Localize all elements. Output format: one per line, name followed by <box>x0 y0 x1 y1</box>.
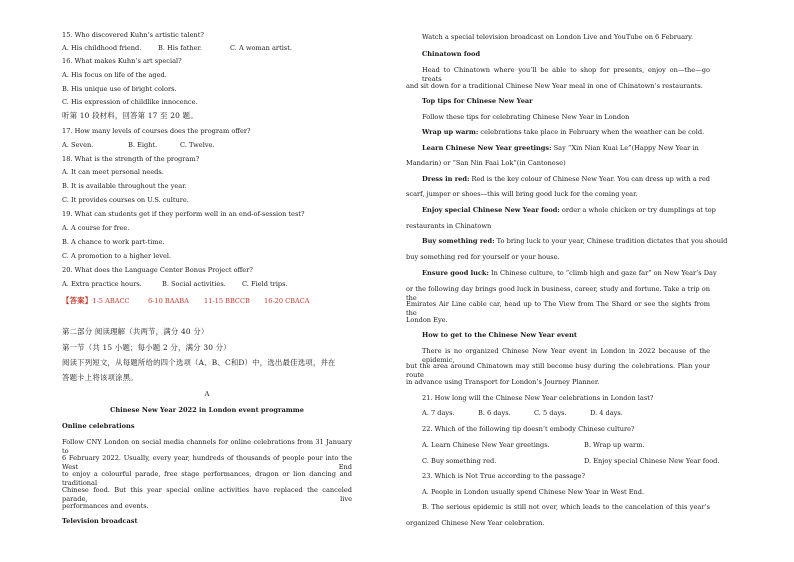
tip-dress-in-red-line-2: scarf, jumper or shoes—this will bring good luck for the coming year. <box>406 190 638 198</box>
answer-key <box>62 296 130 306</box>
option-20c: C. Field trips. <box>242 280 288 288</box>
option-21c: C. 5 days. <box>534 409 567 417</box>
event-heading: How to get to the Chinese New Year event <box>422 331 577 339</box>
online-paragraph-line: performances and events. <box>62 502 149 510</box>
answer-group-1: 1-5 ABACC <box>92 297 130 305</box>
tip-good-luck <box>422 269 717 278</box>
question-17: 17. How many levels of courses does the program offer? <box>62 127 251 135</box>
question-18: 18. What is the strength of the program? <box>62 155 200 163</box>
tip-text: Say “Xin Nian Kuai Le”(Happy New Year in <box>551 144 699 152</box>
option-22c: C. Buy something red. <box>422 457 497 465</box>
chinatown-paragraph-line: Head to Chinatown where you’ll be able to shop for presents, enjoy on—the—go treats <box>422 66 710 83</box>
option-19c: C. A promotion to a higher level. <box>62 252 172 260</box>
option-23a: A. People in London usually spend Chinese New Year in West End. <box>422 488 645 496</box>
option-19a: A. A course for free. <box>62 224 130 232</box>
passage-title: Chinese New Year 2022 in London event programme <box>110 406 304 414</box>
question-19: 19. What can students get if they perform well in an end-of-session test? <box>62 210 305 218</box>
option-16b: B. His unique use of bright colors. <box>62 85 177 93</box>
answer-group-4: 16-20 CBACA <box>264 297 310 305</box>
option-15b: B. His father. <box>158 44 203 52</box>
answer-group-3: 11-15 BBCCB <box>204 297 250 305</box>
chinatown-food-heading: Chinatown food <box>422 50 481 58</box>
option-18b: B. It is available throughout the year. <box>62 182 187 190</box>
tip-text: In Chinese culture, to “climb high and gaze far” on New Year’s Day <box>488 269 717 277</box>
tip-label: Learn Chinese New Year greetings: <box>422 144 552 152</box>
television-broadcast-heading: Television broadcast <box>62 517 138 525</box>
tips-intro: Follow these tips for celebrating Chinese New Year in London <box>422 113 630 121</box>
event-paragraph-line: in advance using Transport for London’s Journey Planner. <box>406 378 600 386</box>
tip-buy-something-red <box>422 237 727 246</box>
tip-good-luck-line: or the following day brings good luck in business, career, study and fortune. Take a trip on the <box>406 285 710 302</box>
option-20b: B. Social activities. <box>162 280 226 288</box>
question-16: 16. What makes Kuhn’s art special? <box>62 57 182 65</box>
tip-special-food <box>422 206 716 215</box>
option-22b: B. Wrap up warm. <box>584 441 645 449</box>
option-21d: D. 4 days. <box>590 409 623 417</box>
option-22a: A. Learn Chinese New Year greetings. <box>422 441 550 449</box>
tip-text: Red is the key colour of Chinese New Year. You can dress up with a red <box>469 175 711 183</box>
option-22d: D. Enjoy special Chinese New Year food. <box>584 457 720 465</box>
answer-tag: 【答案】 <box>62 296 93 305</box>
tip-greetings <box>422 144 699 153</box>
tip-wrap-up-warm <box>422 128 704 137</box>
tip-text: celebrations take place in February when the weather can be cold. <box>478 128 705 136</box>
event-paragraph-line: There is no organized Chinese New Year event in London in 2022 because of the epidemic, <box>422 347 710 364</box>
question-20: 20. What does the Language Center Bonus Project offer? <box>62 266 253 274</box>
tip-label: Buy something red: <box>422 237 495 245</box>
tv-broadcast-text: Watch a special television broadcast on London Live and YouTube on 6 February. <box>422 33 694 41</box>
tip-good-luck-line: Emirates Air Line cable car, head up to The View from The Shard or see the sights from the <box>406 300 710 317</box>
reading-instruction-line-1: 阅读下列短文，从每题所给的四个选项（A、B、C和D）中，选出最佳选项，并在 <box>62 358 336 367</box>
option-17a: A. Seven. <box>62 141 94 149</box>
question-15: 15. Who discovered Kuhn’s artistic talent? <box>62 31 204 39</box>
section-1-heading: 第一节（共 15 小题；每小题 2 分，满分 30 分） <box>62 343 231 352</box>
tip-text: order a whole chicken or try dumplings at top <box>559 206 716 214</box>
option-17c: C. Twelve. <box>180 141 215 149</box>
question-23: 23. Which is Not True according to the passage? <box>422 472 586 480</box>
option-17b: B. Eight. <box>128 141 158 149</box>
online-paragraph-line: 6 February 2022. Usually, every year, hundreds of thousands of people pour into the West End <box>62 454 352 471</box>
section-10-instruction: 听第 10 段材料，回答第 17 至 20 题。 <box>62 111 198 120</box>
question-22: 22. Which of the following tip doesn’t embody Chinese culture? <box>422 425 635 433</box>
tip-dress-in-red <box>422 175 710 184</box>
online-celebrations-heading: Online celebrations <box>62 422 135 430</box>
option-21a: A. 7 days. <box>422 409 455 417</box>
chinatown-paragraph-line: and sit down for a traditional Chinese New Year meal in one of Chinatown’s restaurants. <box>406 82 703 90</box>
option-19b: B. A chance to work part-time. <box>62 238 165 246</box>
online-paragraph-line: Chinese food. But this year special online activities have replaced the canceled parade, live <box>62 486 352 503</box>
option-20a: A. Extra practice hours. <box>62 280 142 288</box>
part-2-heading: 第二部分 阅读理解（共两节，满分 40 分） <box>62 327 209 336</box>
option-23b: B. The serious epidemic is still not over, which leads to the cancelation of this year’s <box>422 503 710 511</box>
online-paragraph-line: Follow CNY London on social media channels for online celebrations from 31 January to <box>62 438 352 455</box>
option-16c: C. His expression of childlike innocence. <box>62 98 198 106</box>
tip-label: Dress in red: <box>422 175 470 183</box>
option-23b-line-2: organized Chinese New Year celebration. <box>406 519 545 527</box>
tip-greetings-line-2: Mandarin) or “San Nin Faai Lok”(in Cantonese) <box>406 159 566 167</box>
question-21: 21. How long will the Chinese New Year celebrations in London last? <box>422 394 654 402</box>
passage-letter: A <box>204 390 210 398</box>
option-15a: A. His childhood friend. <box>62 44 142 52</box>
top-tips-heading: Top tips for Chinese New Year <box>422 97 533 105</box>
tip-label: Wrap up warm: <box>422 128 479 136</box>
answer-group-2: 6-10 BAABA <box>148 297 189 305</box>
tip-label: Enjoy special Chinese New Year food: <box>422 206 560 214</box>
event-paragraph-line: but the area around Chinatown may still become busy during the celebrations. Plan your route <box>406 362 710 379</box>
tip-buy-something-red-line-2: buy something red for yourself or your house. <box>406 253 560 261</box>
option-18c: C. It provides courses on U.S. culture. <box>62 196 189 204</box>
option-21b: B. 6 days. <box>478 409 511 417</box>
option-16a: A. His focus on life of the aged. <box>62 71 167 79</box>
tip-good-luck-line: London Eye. <box>406 316 448 324</box>
tip-label: Ensure good luck: <box>422 269 489 277</box>
tip-special-food-line-2: restaurants in Chinatown <box>406 222 492 230</box>
tip-text: To bring luck to your year, Chinese tradition dictates that you should <box>494 237 728 245</box>
reading-instruction-line-2: 答题卡上将该项涂黑。 <box>62 373 138 382</box>
option-15c: C. A woman artist. <box>230 44 292 52</box>
online-paragraph-line: to enjoy a colourful parade, free stage performances, dragon or lion dancing and traditional <box>62 470 352 487</box>
option-18a: A. It can meet personal needs. <box>62 168 164 176</box>
